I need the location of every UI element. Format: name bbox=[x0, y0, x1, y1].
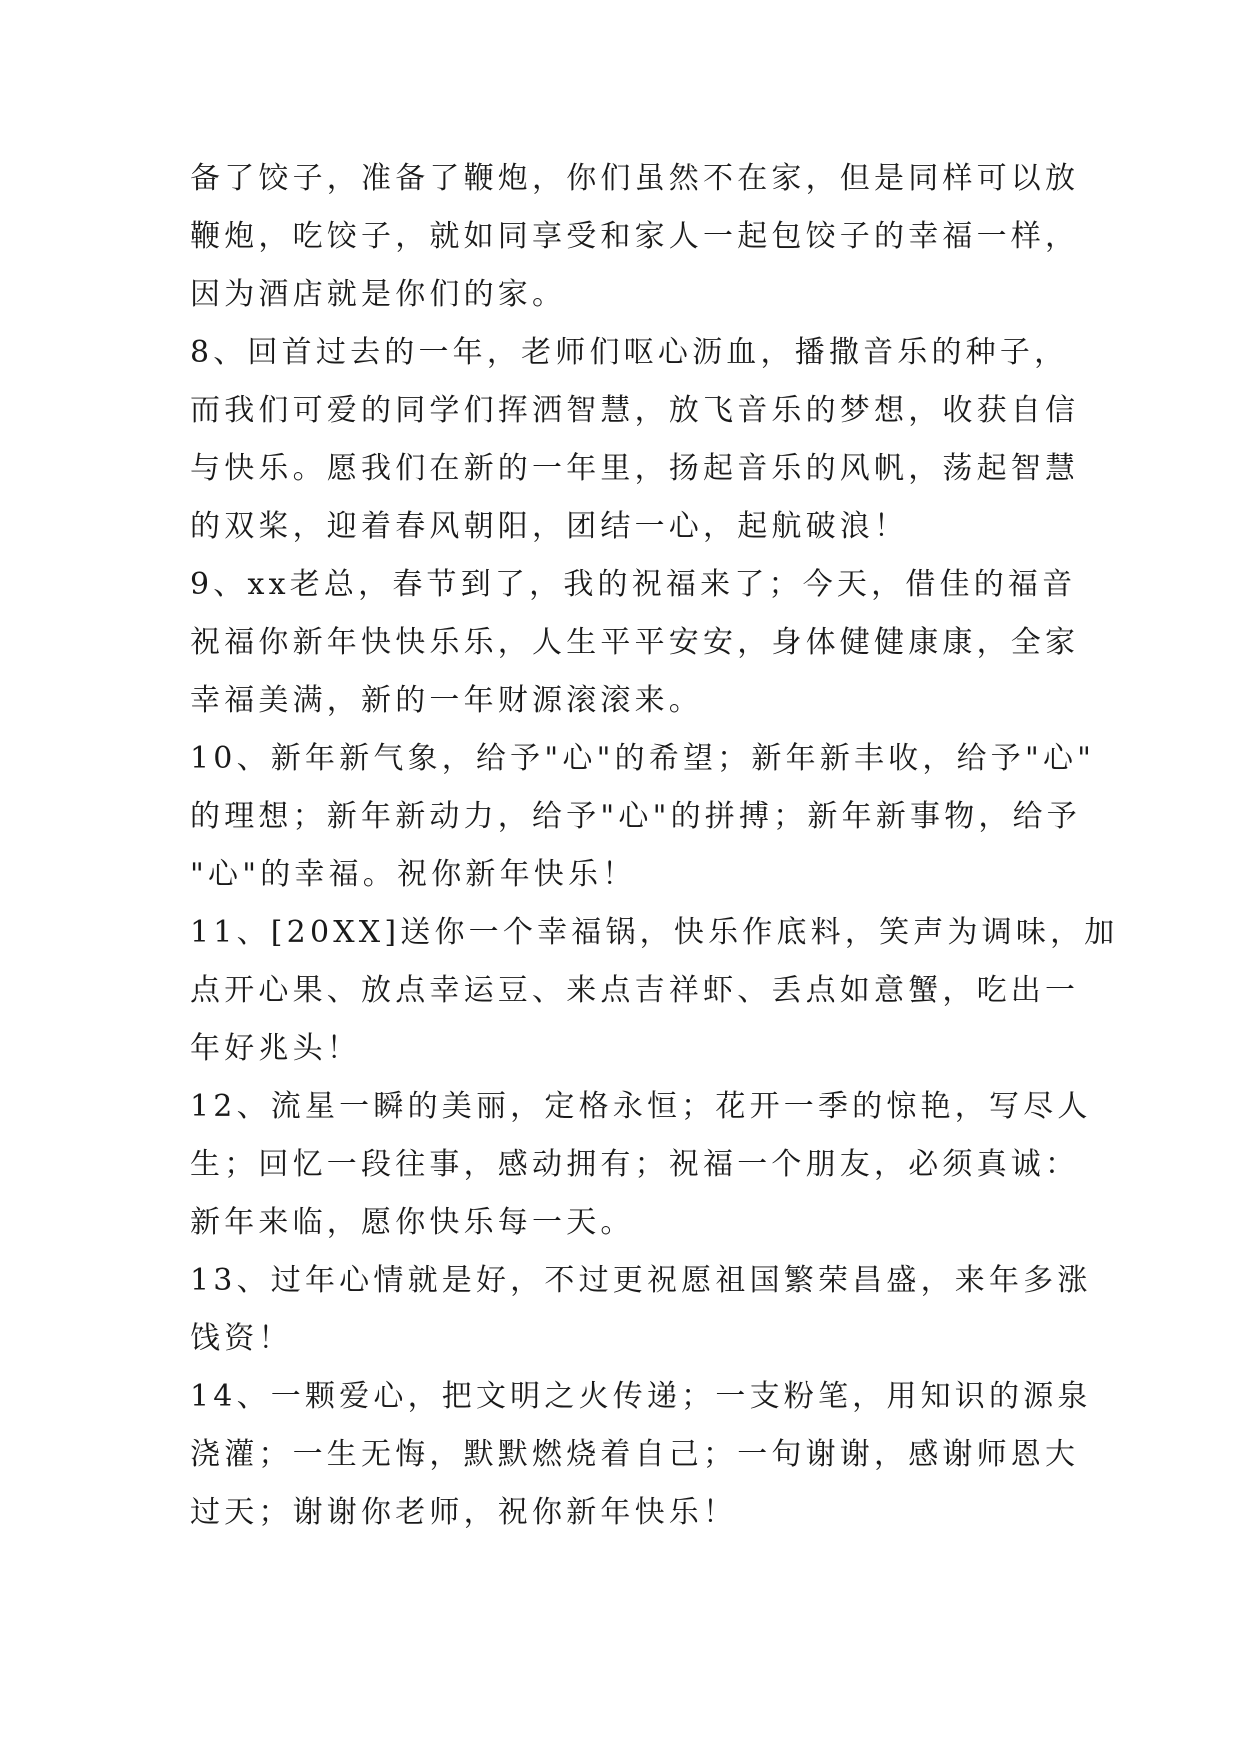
text-line: 浇灌；一生无悔，默默燃烧着自己；一句谢谢，感谢师恩大 bbox=[190, 1437, 1080, 1472]
text-line: 11、[20XX]送你一个幸福锅，快乐作底料，笑声为调味，加 bbox=[190, 915, 1119, 950]
text-line: 新年来临，愿你快乐每一天。 bbox=[190, 1205, 635, 1240]
text-line: 饯资！ bbox=[190, 1321, 293, 1356]
text-line: 与快乐。愿我们在新的一年里，扬起音乐的风帆，荡起智慧 bbox=[190, 451, 1080, 486]
text-line: 而我们可爱的同学们挥洒智慧，放飞音乐的梦想，收获自信 bbox=[190, 393, 1080, 428]
text-line: 年好兆头！ bbox=[190, 1031, 361, 1066]
text-line: 的双桨，迎着春风朝阳，团结一心，起航破浪！ bbox=[190, 509, 909, 544]
text-line: 幸福美满，新的一年财源滚滚来。 bbox=[190, 683, 703, 718]
text-line: 点开心果、放点幸运豆、来点吉祥虾、丢点如意蟹，吃出一 bbox=[190, 973, 1080, 1008]
text-line: 13、过年心情就是好，不过更祝愿祖国繁荣昌盛，来年多涨 bbox=[190, 1263, 1092, 1298]
text-line: 14、一颗爱心，把文明之火传递；一支粉笔，用知识的源泉 bbox=[190, 1379, 1092, 1414]
text-line: 备了饺子，准备了鞭炮，你们虽然不在家，但是同样可以放 bbox=[190, 161, 1080, 196]
text-line: 因为酒店就是你们的家。 bbox=[190, 277, 567, 312]
text-line: "心"的幸福。祝你新年快乐！ bbox=[190, 857, 637, 892]
text-line: 祝福你新年快快乐乐，人生平平安安，身体健健康康，全家 bbox=[190, 625, 1080, 660]
document-body bbox=[190, 150, 1119, 1542]
text-line: 生；回忆一段往事，感动拥有；祝福一个朋友，必须真诚： bbox=[190, 1147, 1080, 1182]
text-line: 8、回首过去的一年，老师们呕心沥血，播撒音乐的种子， bbox=[190, 335, 1069, 370]
text-line: 过天；谢谢你老师，祝你新年快乐！ bbox=[190, 1495, 738, 1530]
text-line: 的理想；新年新动力，给予"心"的拼搏；新年新事物，给予 bbox=[190, 799, 1081, 834]
text-line: 9、xx老总，春节到了，我的祝福来了；今天，借佳的福音 bbox=[190, 567, 1077, 602]
text-line: 10、新年新气象，给予"心"的希望；新年新丰收，给予"心" bbox=[190, 741, 1096, 776]
text-line: 鞭炮，吃饺子，就如同享受和家人一起包饺子的幸福一样， bbox=[190, 219, 1080, 254]
text-line: 12、流星一瞬的美丽，定格永恒；花开一季的惊艳，写尽人 bbox=[190, 1089, 1092, 1124]
